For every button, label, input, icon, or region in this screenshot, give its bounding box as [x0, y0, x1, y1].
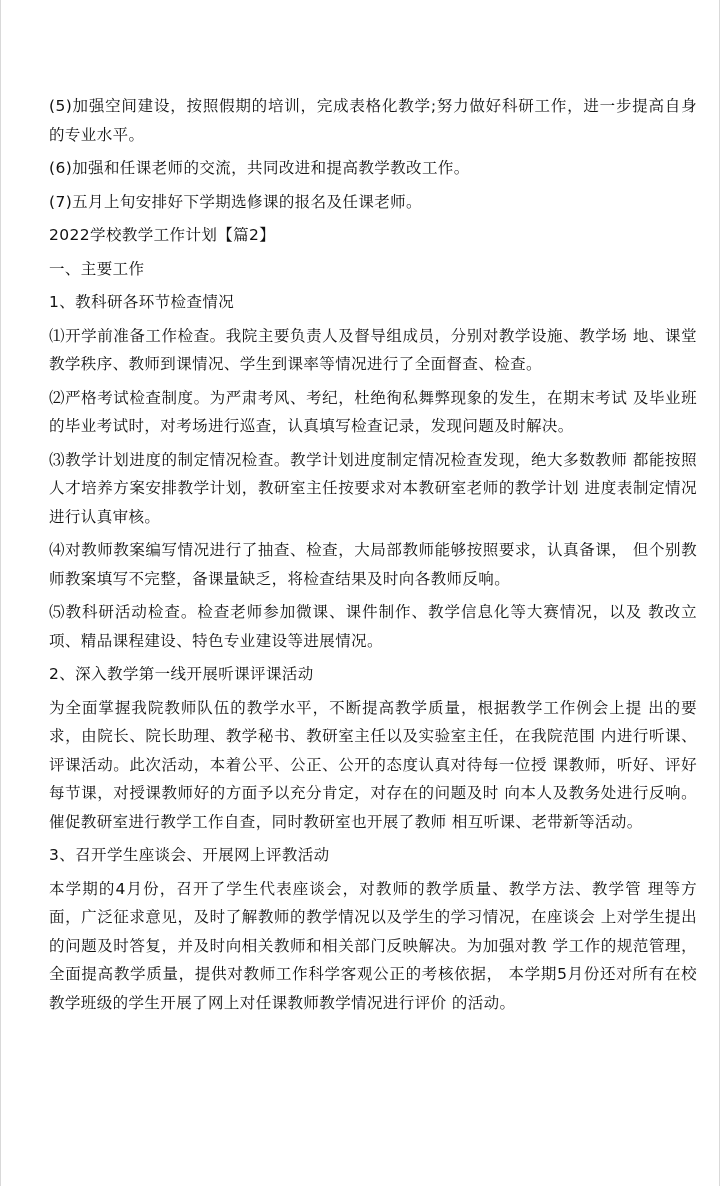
heading-main-work: 一、主要工作: [49, 259, 145, 278]
subheading-2: 2、深入教学第一线开展听课评课活动: [49, 665, 314, 683]
check-item-2: ⑵严格考试检查制度。为严肃考风、考纪，杜绝徇私舞弊现象的发生，在期末考试 及毕业班的毕业考试时，对考场进行巡查，认真填写检查记录，发现问题及时解决。: [49, 388, 697, 435]
paragraph-item-5: (5)加强空间建设，按照假期的培训，完成表格化教学;努力做好科研工作，进一步提高自身的专业水平。: [49, 97, 697, 144]
document-body: [49, 92, 697, 1017]
section-title: 2022学校教学工作计划【篇2】: [49, 226, 276, 244]
subheading-3: 3、召开学生座谈会、开展网上评教活动: [49, 846, 330, 864]
check-item-4: ⑷对教师教案编写情况进行了抽查、检查，大局部教师能够按照要求，认真备课， 但个别教师教案填写不完整，备课量缺乏，将检查结果及时向各教师反响。: [49, 541, 697, 588]
subheading-1: 1、教科研各环节检查情况: [49, 293, 235, 311]
paragraph-student-forum: 本学期的4月份，召开了学生代表座谈会，对教师的教学质量、教学方法、教学管 理等方面，广泛征求意见，及时了解教师的教学情况以及学生的学习情况，在座谈会 上对学生提出的问题及时答复，并及时向相关教师和相关部门反映解决。为加强对教 学工作的规范管理，全面提高教学质量，提供对教师工作科学客观公正的考核依据， 本学期5月份还对所有在校教学班级的学生开展了网上对任课教师教学情况进行评价 的活动。: [49, 879, 697, 1012]
check-item-1: ⑴开学前准备工作检查。我院主要负责人及督导组成员，分别对教学设施、教学场 地、课堂教学秩序、教师到课情况、学生到课率等情况进行了全面督查、检查。: [49, 326, 697, 373]
check-item-3: ⑶教学计划进度的制定情况检查。教学计划进度制定情况检查发现，绝大多数教师 都能按照人才培养方案安排教学计划，教研室主任按要求对本教研室老师的教学计划 进度表制定情况进行认真审核。: [49, 450, 697, 526]
check-item-5: ⑸教科研活动检查。检查老师参加微课、课件制作、教学信息化等大赛情况，以及 教改立项、精品课程建设、特色专业建设等进展情况。: [49, 603, 697, 650]
paragraph-item-6: (6)加强和任课老师的交流，共同改进和提高教学教改工作。: [49, 159, 470, 177]
paragraph-item-7: (7)五月上旬安排好下学期选修课的报名及任课老师。: [49, 192, 422, 211]
paragraph-listen-evaluate: 为全面掌握我院教师队伍的教学水平，不断提高教学质量，根据教学工作例会上提 出的要求，由院长、院长助理、教学秘书、教研室主任以及实验室主任，在我院范围 内进行听课、评课活动。此次活动，本着公平、公正、公开的态度认真对待每一位授 课教师，听好、评好每节课，对授课教师好的方面予以充分肯定，对存在的问题及时 向本人及教务处进行反响。催促教研室进行教学工作自查，同时教研室也开展了教师 相互听课、老带新等活动。: [49, 698, 697, 831]
